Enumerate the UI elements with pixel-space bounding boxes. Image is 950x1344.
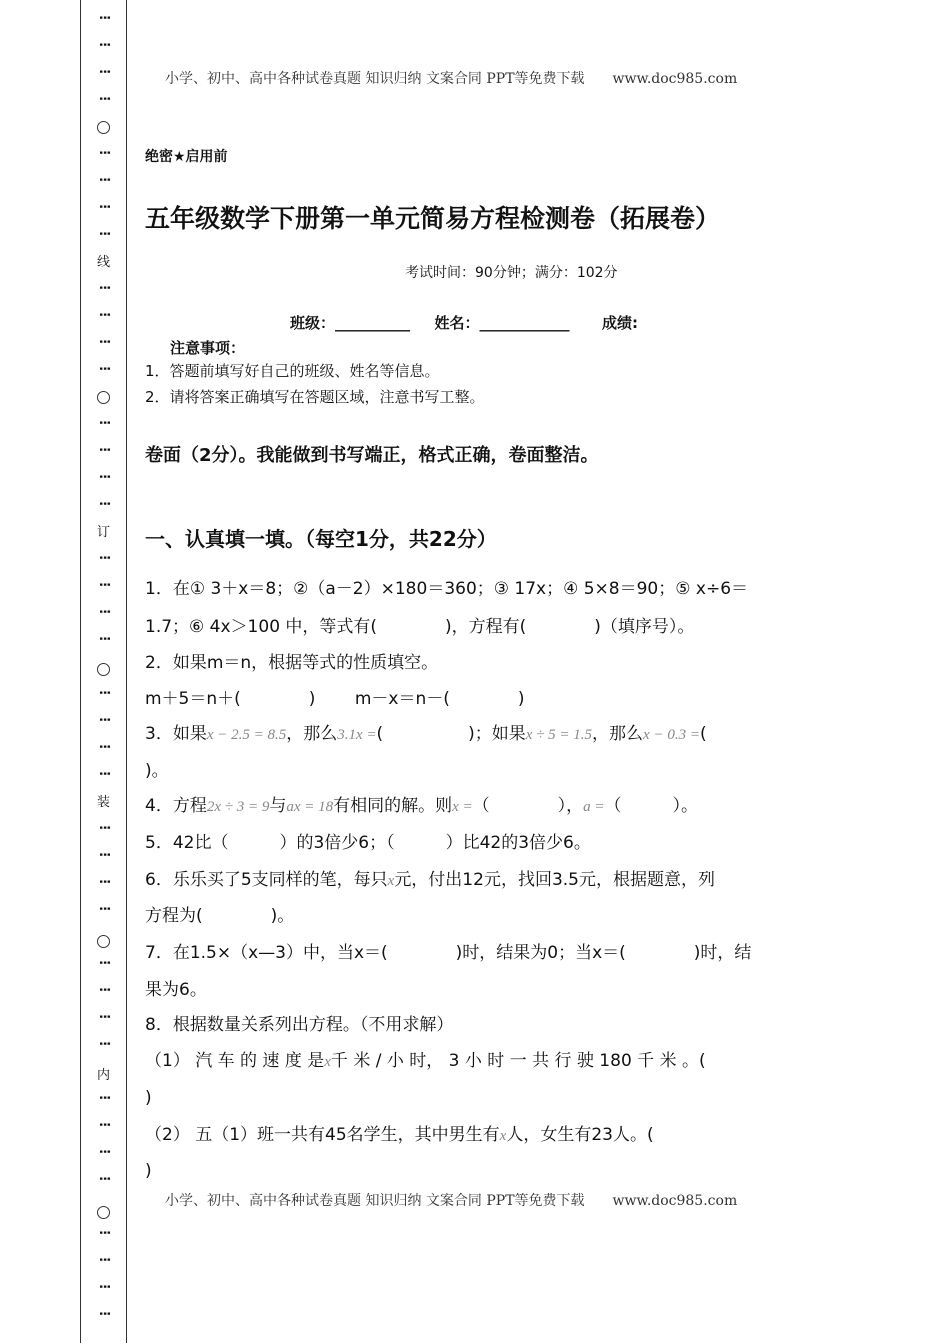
text: （1） 汽 车 的 速 度 是	[145, 1051, 325, 1071]
question-7-cont: 果为6。	[145, 980, 207, 1000]
question-3-cont: )。	[145, 761, 169, 781]
dotted-line-mark: ⋮	[96, 443, 112, 456]
page-title: 五年级数学下册第一单元简易方程检测卷（拓展卷）	[145, 204, 721, 233]
dotted-line-mark: ⋮	[96, 740, 112, 753]
margin-label: 内	[96, 1068, 110, 1083]
dotted-line-mark: ⋮	[96, 200, 112, 213]
question-7: 7．在1.5×（x—3）中，当x＝( )时，结果为0；当x＝( )时，结	[145, 943, 752, 963]
text: ，那么	[286, 724, 338, 744]
margin-label: 线	[96, 255, 110, 270]
dotted-line-mark: ⋮	[96, 875, 112, 888]
dotted-line-mark: ⋮	[96, 65, 112, 78]
math: 2x ÷ 3 = 9	[206, 799, 270, 815]
student-fields	[290, 312, 638, 334]
dotted-line-mark: ⋮	[96, 1118, 112, 1131]
dotted-line-mark: ⋮	[96, 983, 112, 996]
dotted-line-mark: ⋮	[96, 713, 112, 726]
page-footer: 小学、初中、高中各种试卷真题 知识归纳 文案合同 PPT等免费下载 www.doc985.com	[165, 1193, 738, 1209]
dotted-line-mark: ⋮	[96, 38, 112, 51]
binding-margin	[80, 0, 127, 1343]
question-6-cont: 方程为( )。	[145, 906, 295, 926]
dotted-line-mark: ⋮	[96, 308, 112, 321]
dotted-line-mark: ⋮	[96, 335, 112, 348]
dotted-line-mark: ⋮	[96, 1145, 112, 1158]
score-field[interactable]: 成绩:	[601, 314, 638, 332]
section-heading: 一、认真填一填。（每空1分，共22分）	[145, 527, 497, 551]
dotted-line-mark: ⋮	[96, 848, 112, 861]
exam-info: 考试时间：90分钟；满分：102分	[405, 265, 618, 281]
dotted-line-mark: ⋮	[96, 1091, 112, 1104]
text: (	[699, 724, 707, 744]
circle-mark	[81, 663, 126, 676]
note-item: 1．答题前填写好自己的班级、姓名等信息。	[145, 362, 440, 380]
question-2: 2．如果m＝n，根据等式的性质填空。	[145, 653, 439, 673]
text: 4．方程	[145, 796, 207, 816]
math: x − 2.5 = 8.5	[206, 727, 287, 743]
text: ，那么	[592, 724, 644, 744]
text: 6．乐乐买了5支同样的笔，每只	[145, 870, 388, 890]
dotted-line-mark: ⋮	[96, 146, 112, 159]
math: x =	[452, 799, 473, 815]
margin-label: 订	[96, 525, 110, 540]
dotted-line-mark: ⋮	[96, 605, 112, 618]
question-8-2-cont: )	[145, 1161, 152, 1181]
notes-title: 注意事项：	[170, 339, 246, 357]
math: x − 0.3 =	[643, 727, 700, 743]
math: x ÷ 5 = 1.5	[525, 727, 593, 743]
math: 3.1x =	[337, 727, 377, 743]
circle-mark	[81, 935, 126, 948]
text: 有相同的解。则	[333, 796, 453, 816]
class-field[interactable]: 班级：__________	[290, 314, 411, 332]
question-3	[145, 723, 707, 746]
dotted-line-mark: ⋮	[96, 578, 112, 591]
question-8: 8．根据数量关系列出方程。（不用求解）	[145, 1015, 454, 1035]
dotted-line-mark: ⋮	[96, 11, 112, 24]
text: 千 米 / 小 时， 3 小 时 一 共 行 驶 180 千 米 。(	[330, 1051, 706, 1071]
text: ( )；如果	[376, 724, 526, 744]
circle-mark	[81, 121, 126, 134]
question-8-1	[145, 1050, 706, 1073]
question-8-2	[145, 1124, 654, 1147]
dotted-line-mark: ⋮	[96, 821, 112, 834]
math: ax = 18	[286, 799, 334, 815]
dotted-line-mark: ⋮	[96, 1226, 112, 1239]
dotted-line-mark: ⋮	[96, 173, 112, 186]
dotted-line-mark: ⋮	[96, 632, 112, 645]
question-1-cont: 1.7；⑥ 4x＞100 中，等式有( )，方程有( )（填序号）。	[145, 617, 695, 637]
dotted-line-mark: ⋮	[96, 686, 112, 699]
neatness-statement: 卷面（2分）。我能做到书写端正，格式正确，卷面整洁。	[145, 445, 599, 466]
dotted-line-mark: ⋮	[96, 767, 112, 780]
circle-mark	[81, 1206, 126, 1219]
dotted-line-mark: ⋮	[96, 1253, 112, 1266]
question-1: 1．在① 3＋x＝8；②（a－2）×180＝360；③ 17x；④ 5×8＝90；⑤ x÷6＝	[145, 579, 749, 599]
math: a =	[583, 799, 605, 815]
text: 与	[269, 796, 287, 816]
dotted-line-mark: ⋮	[96, 416, 112, 429]
dotted-line-mark: ⋮	[96, 1037, 112, 1050]
dotted-line-mark: ⋮	[96, 497, 112, 510]
text: （ ）。	[604, 796, 699, 816]
math: x	[324, 1054, 331, 1070]
text: 人，女生有23人。(	[506, 1125, 654, 1145]
note-item: 2．请将答案正确填写在答题区域，注意书写工整。	[145, 388, 485, 406]
dotted-line-mark: ⋮	[96, 551, 112, 564]
dotted-line-mark: ⋮	[96, 1010, 112, 1023]
name-field[interactable]: 姓名：____________	[434, 314, 570, 332]
dotted-line-mark: ⋮	[96, 470, 112, 483]
dotted-line-mark: ⋮	[96, 1307, 112, 1320]
dotted-line-mark: ⋮	[96, 956, 112, 969]
question-2-cont: m＋5＝n＋( ) m－x＝n－( )	[145, 689, 525, 709]
dotted-line-mark: ⋮	[96, 1280, 112, 1293]
dotted-line-mark: ⋮	[96, 902, 112, 915]
dotted-line-mark: ⋮	[96, 92, 112, 105]
question-8-1-cont: )	[145, 1088, 152, 1108]
circle-mark	[81, 391, 126, 404]
text: 元，付出12元，找回3.5元，根据题意，列	[394, 870, 715, 890]
question-6	[145, 869, 715, 892]
page-header: 小学、初中、高中各种试卷真题 知识归纳 文案合同 PPT等免费下载 www.doc985.com	[165, 71, 738, 87]
dotted-line-mark: ⋮	[96, 227, 112, 240]
question-4	[145, 795, 698, 818]
question-5: 5．42比（ ）的3倍少6；（ ）比42的3倍少6。	[145, 833, 591, 853]
math: x	[387, 873, 395, 889]
text: （ ），	[472, 796, 584, 816]
dotted-line-mark: ⋮	[96, 281, 112, 294]
dotted-line-mark: ⋮	[96, 362, 112, 375]
text: （2） 五（1）班一共有45名学生，其中男生有	[145, 1125, 500, 1145]
margin-label: 装	[96, 795, 110, 810]
math: x	[499, 1128, 507, 1144]
text: 3．如果	[145, 724, 207, 744]
secret-label: 绝密★启用前	[145, 149, 228, 165]
dotted-line-mark: ⋮	[96, 1172, 112, 1185]
